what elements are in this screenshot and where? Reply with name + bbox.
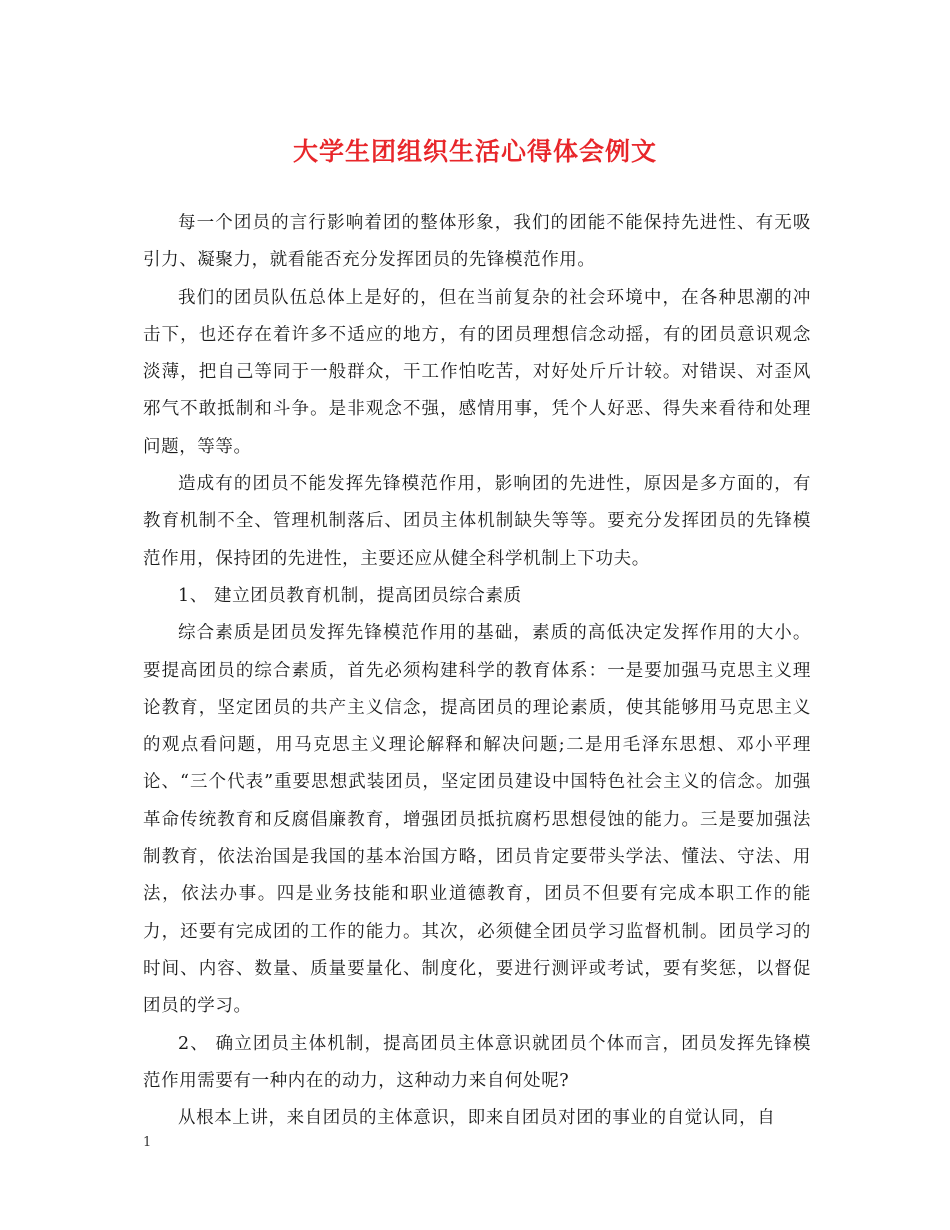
paragraph: 造成有的团员不能发挥先锋模范作用，影响团的先进性，原因是多方面的，有教育机制不全、管理机制落后、团员主体机制缺失等等。要充分发挥团员的先锋模范作用，保持团的先进性，主要还应从健全科学机制上下功夫。 <box>143 474 811 569</box>
document-title: 大学生团组织生活心得体会例文 <box>292 137 657 166</box>
paragraph: 综合素质是团员发挥先锋模范作用的基础，素质的高低决定发挥作用的大小。要提高团员的综合素质，首先必须构建科学的教育体系：一是要加强马克思主义理论教育，坚定团员的共产主义信念，提高团员的理论素质，使其能够用马克思主义的观点看问题，用马克思主义理论解释和解决问题;二是用毛泽东思想、邓小平理论、“三个代表”重要思想武装团员，坚定团员建设中国特色社会主义的信念。加强革命传统教育和反腐倡廉教育，增强团员抵抗腐朽思想侵蚀的能力。三是要加强法制教育，依法治国是我国的基本治国方略，团员肯定要带头学法、懂法、守法、用法，依法办事。四是业务技能和职业道德教育，团员不但要有完成本职工作的能力，还要有完成团的工作的能力。其次，必须健全团员学习监督机制。团员学习的时间、内容、数量、质量要量化、制度化，要进行测评或考试，要有奖惩，以督促团员的学习。 <box>143 623 811 1017</box>
section-heading: 1、 建立团员教育机制，提高团员综合素质 <box>178 585 522 606</box>
paragraph: 每一个团员的言行影响着团的整体形象，我们的团能不能保持先进性、有无吸引力、凝聚力，就看能否充分发挥团员的先锋模范作用。 <box>143 213 811 271</box>
section-heading: 2、 确立团员主体机制，提高团员主体意识就团员个体而言，团员发挥先锋模范作用需要有一种内在的动力，这种动力来自何处呢? <box>143 1033 811 1091</box>
paragraph: 从根本上讲，来自团员的主体意识，即来自团员对团的事业的自觉认同，自 <box>178 1108 776 1129</box>
page-number: 1 <box>143 1135 152 1150</box>
document-body <box>143 205 811 1137</box>
paragraph: 我们的团员队伍总体上是好的，但在当前复杂的社会环境中，在各种思潮的冲击下，也还存在着许多不适应的地方，有的团员理想信念动摇，有的团员意识观念淡薄，把自己等同于一般群众，干工作怕吃苦，对好处斤斤计较。对错误、对歪风邪气不敢抵制和斗争。是非观念不强，感情用事，凭个人好恶、得失来看待和处理问题，等等。 <box>143 287 811 457</box>
